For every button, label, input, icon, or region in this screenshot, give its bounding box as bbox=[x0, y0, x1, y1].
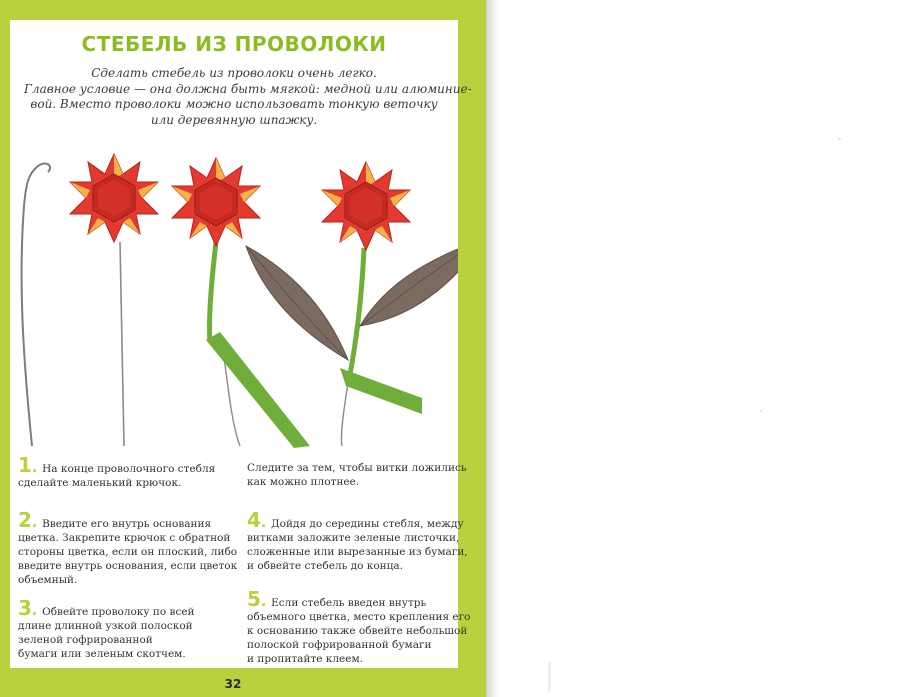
leaf-right bbox=[360, 238, 458, 326]
step-5: 5. Если стебель введен внутрь объемного цветка, место крепления его к основанию также обвейте небольшой полоской гофрированной бумаги и пропитайте клеем. bbox=[247, 587, 471, 665]
green-wrapped-stem bbox=[348, 248, 364, 384]
intro-line: или деревянную шпажку. bbox=[150, 112, 318, 127]
step-text: Обвейте проволоку по всей bbox=[42, 606, 195, 618]
wire-with-hook bbox=[22, 164, 51, 446]
step-text: и обвейте стебель до конца. bbox=[247, 560, 403, 572]
step-text: На конце проволочного стебля bbox=[42, 463, 216, 475]
step-text: объемного цветка, место крепления его bbox=[247, 611, 471, 623]
book-spine bbox=[486, 0, 500, 697]
page-number: 32 bbox=[224, 677, 242, 691]
step-text: объемный. bbox=[18, 574, 78, 586]
step-number: 3 bbox=[18, 596, 32, 620]
intro-text bbox=[24, 66, 472, 128]
step-text: к основанию также обвейте небольшой bbox=[247, 625, 468, 637]
step-text: витками заложите зеленые листочки, bbox=[247, 532, 460, 544]
crepe-paper-strip bbox=[340, 368, 422, 414]
step-text: Следите за тем, чтобы витки ложились bbox=[247, 462, 467, 474]
step-number: 1 bbox=[18, 453, 32, 477]
step-text: сложенные или вырезанные из бумаги, bbox=[247, 546, 468, 558]
flower-red-3 bbox=[322, 162, 410, 250]
step-number: 5 bbox=[247, 587, 261, 611]
step-text: зеленой гофрированной bbox=[18, 634, 153, 646]
step-3-continued bbox=[247, 461, 467, 489]
paper-speck bbox=[760, 410, 762, 412]
step-number: 2 bbox=[18, 508, 32, 532]
step-number: 4 bbox=[247, 508, 261, 532]
wire-stem bbox=[120, 242, 124, 446]
leaf-left bbox=[246, 246, 348, 360]
step-text: длине длинной узкой полоской bbox=[18, 620, 193, 632]
step-text: бумаги или зеленым скотчем. bbox=[18, 648, 186, 660]
intro-line: Сделать стебель из проволоки очень легко. bbox=[91, 66, 377, 80]
step-text: введите внутрь основания, если цветок bbox=[18, 560, 238, 572]
step-4: 4. Дойдя до середины стебля, между витками заложите зеленые листочки, сложенные или вырезанные из бумаги, и обвейте стебель до конца. bbox=[247, 508, 468, 572]
step-text: и пропитайте клеем. bbox=[247, 653, 363, 665]
step-text: цветка. Закрепите крючок с обратной bbox=[18, 532, 231, 544]
step-text: сделайте маленький крючок. bbox=[18, 477, 182, 489]
step-text: Дойдя до середины стебля, между bbox=[271, 518, 464, 530]
intro-line: вой. Вместо проволоки можно использовать тонкую веточку bbox=[30, 97, 438, 111]
step-3: 3. Обвейте проволоку по всей длине длинной узкой полоской зеленой гофрированной бумаги или зеленым скотчем. bbox=[18, 596, 195, 660]
green-wrapped-stem bbox=[209, 242, 216, 342]
crepe-paper-strip bbox=[206, 332, 310, 448]
flower-red-2 bbox=[172, 158, 260, 246]
step-1: 1. На конце проволочного стебля сделайте маленький крючок. bbox=[18, 453, 216, 489]
step-text: полоской гофрированной бумаги bbox=[247, 639, 432, 651]
step-2: 2. Введите его внутрь основания цветка. Закрепите крючок с обратной стороны цветка, если он плоский, либо введите внутрь основания, если цветок объемный. bbox=[18, 508, 238, 586]
intro-line: Главное условие — она должна быть мягкой: медной или алюминие- bbox=[24, 81, 472, 96]
paper-speck bbox=[838, 138, 841, 140]
step-text: Введите его внутрь основания bbox=[42, 518, 212, 530]
flower-red-1 bbox=[70, 154, 158, 242]
paper-mark bbox=[548, 662, 551, 692]
step-text: Если стебель введен внутрь bbox=[271, 597, 427, 609]
book-page bbox=[10, 20, 472, 668]
step-text: стороны цветка, если он плоский, либо bbox=[18, 546, 238, 558]
page-title: СТЕБЕЛЬ ИЗ ПРОВОЛОКИ bbox=[81, 32, 387, 56]
step-illustration bbox=[10, 146, 458, 468]
step-text: как можно плотнее. bbox=[247, 476, 360, 488]
